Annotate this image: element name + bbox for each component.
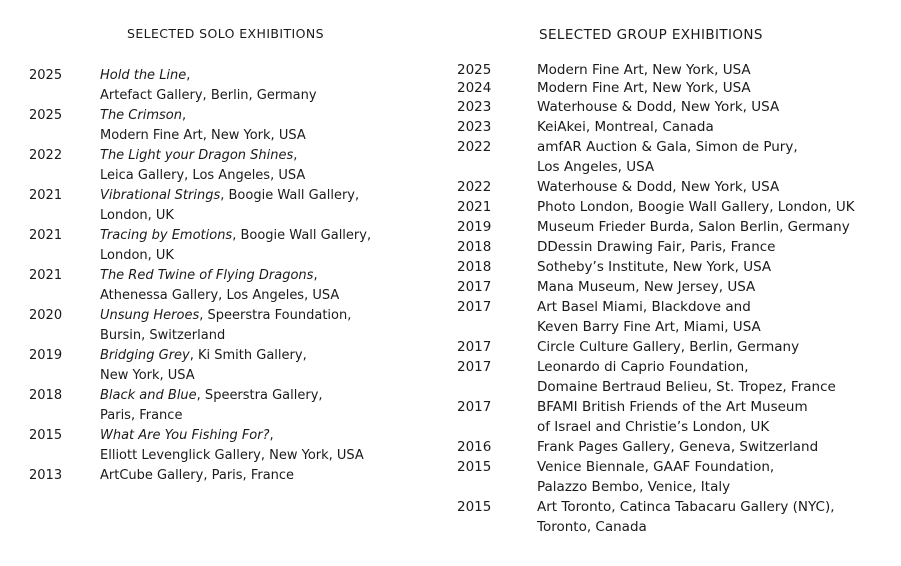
exhibition-line: Modern Fine Art, New York, USA: [537, 80, 751, 96]
solo-entry: [29, 346, 371, 386]
exhibition-venue: Bursin, Switzerland: [100, 328, 226, 343]
group-entry: [457, 177, 855, 197]
entry-text: [537, 217, 850, 237]
solo-entry: [29, 186, 371, 226]
exhibition-venue: Paris, France: [100, 408, 183, 423]
exhibition-line: Waterhouse & Dodd, New York, USA: [537, 99, 780, 115]
group-entry: [457, 237, 855, 257]
entry-year: 2025: [29, 108, 63, 123]
exhibition-line: KeiAkei, Montreal, Canada: [537, 119, 714, 135]
group-entry: [457, 397, 855, 437]
entry-text: [100, 146, 305, 186]
exhibition-venue: Modern Fine Art, New York, USA: [100, 128, 306, 143]
solo-entry: [29, 306, 371, 346]
entry-year: 2022: [29, 148, 63, 163]
group-entry: [457, 297, 855, 337]
exhibition-title: Tracing by Emotions: [100, 228, 233, 243]
entry-text: [537, 297, 761, 337]
entry-year: 2015: [457, 459, 492, 475]
exhibition-title-suffix: ,: [181, 108, 187, 123]
exhibition-line: Frank Pages Gallery, Geneva, Switzerland: [537, 439, 819, 455]
entry-text: [100, 226, 371, 266]
solo-entry: [29, 426, 371, 466]
entry-text: [537, 277, 755, 297]
exhibition-line-2: Palazzo Bembo, Venice, Italy: [537, 479, 731, 495]
entry-year: 2022: [457, 179, 492, 195]
entry-text: [100, 306, 351, 346]
entry-text: [100, 186, 359, 226]
exhibition-line: Venice Biennale, GAAF Foundation,: [537, 459, 775, 475]
exhibition-line: Photo London, Boogie Wall Gallery, London, UK: [537, 199, 855, 215]
group-entry: [457, 277, 855, 297]
group-entry: [457, 337, 855, 357]
entry-year: 2015: [29, 428, 63, 443]
exhibition-line: BFAMI British Friends of the Art Museum: [537, 399, 808, 415]
exhibition-line: amfAR Auction & Gala, Simon de Pury,: [537, 139, 798, 155]
entry-year: 2023: [457, 99, 492, 115]
exhibition-venue: New York, USA: [100, 368, 195, 383]
entry-year: 2021: [29, 188, 63, 203]
exhibition-title-suffix: ArtCube Gallery, Paris, France: [100, 468, 295, 483]
solo-entry: [29, 466, 371, 486]
exhibition-line-2: Toronto, Canada: [537, 519, 647, 535]
entry-year: 2021: [29, 228, 63, 243]
exhibition-title-suffix: ,: [186, 68, 191, 83]
group-entry: [457, 257, 855, 277]
entry-text: [537, 137, 798, 177]
exhibition-line: Museum Frieder Burda, Salon Berlin, Germany: [537, 219, 850, 235]
exhibition-line: Circle Culture Gallery, Berlin, Germany: [537, 339, 800, 355]
exhibition-title-suffix: ,: [293, 148, 298, 163]
group-entry: [457, 217, 855, 237]
entry-year: 2018: [457, 239, 492, 255]
exhibition-title-suffix: , Speerstra Foundation,: [199, 308, 352, 323]
entry-text: [537, 61, 751, 79]
solo-exhibitions-heading: SELECTED SOLO EXHIBITIONS: [127, 26, 324, 41]
exhibition-title: Vibrational Strings: [100, 188, 221, 203]
exhibition-line-2: Los Angeles, USA: [537, 159, 655, 175]
entry-text: [537, 457, 774, 497]
entry-year: 2023: [457, 119, 492, 135]
solo-entry: [29, 386, 371, 426]
exhibition-venue: Leica Gallery, Los Angeles, USA: [100, 168, 306, 183]
entry-year: 2016: [457, 439, 492, 455]
exhibition-title: Black and Blue: [100, 388, 197, 403]
entry-text: [100, 106, 306, 146]
entry-text: [537, 497, 835, 537]
exhibition-line-2: of Israel and Christie’s London, UK: [537, 419, 770, 435]
exhibition-title: Hold the Line: [100, 68, 187, 83]
entry-text: [100, 266, 339, 306]
entry-year: 2013: [29, 468, 63, 483]
exhibition-title: The Light your Dragon Shines: [100, 148, 294, 163]
exhibition-line: Modern Fine Art, New York, USA: [537, 62, 751, 78]
exhibition-title: What Are You Fishing For?: [100, 428, 270, 443]
entry-year: 2022: [457, 139, 492, 155]
entry-year: 2018: [457, 259, 492, 275]
exhibition-venue: Elliott Levenglick Gallery, New York, USA: [100, 448, 364, 463]
entry-year: 2017: [457, 399, 492, 415]
entry-text: [100, 426, 364, 466]
group-entry: [457, 437, 855, 457]
entry-text: [537, 257, 771, 277]
entry-year: 2017: [457, 339, 492, 355]
solo-entry: [29, 226, 371, 266]
group-entry: [457, 61, 855, 79]
exhibition-line-2: Domaine Bertraud Belieu, St. Tropez, France: [537, 379, 836, 395]
exhibition-title-suffix: , Ki Smith Gallery,: [189, 348, 307, 363]
group-entry: [457, 357, 855, 397]
entry-text: [537, 197, 855, 217]
group-entry: [457, 117, 855, 137]
exhibition-title-suffix: ,: [269, 428, 274, 443]
exhibition-title-suffix: , Speerstra Gallery,: [196, 388, 323, 403]
exhibition-venue: Athenessa Gallery, Los Angeles, USA: [100, 288, 340, 303]
entry-year: 2019: [457, 219, 492, 235]
exhibition-line: Leonardo di Caprio Foundation,: [537, 359, 749, 375]
group-exhibitions-heading: SELECTED GROUP EXHIBITIONS: [539, 27, 763, 43]
entry-year: 2025: [457, 62, 492, 78]
exhibition-title: Unsung Heroes: [100, 308, 200, 323]
exhibition-line: Art Basel Miami, Blackdove and: [537, 299, 751, 315]
entry-text: [100, 346, 307, 386]
entry-year: 2021: [457, 199, 492, 215]
group-entry: [457, 97, 855, 117]
entry-text: [537, 177, 779, 197]
entry-year: 2017: [457, 359, 492, 375]
solo-entry: [29, 266, 371, 306]
solo-exhibitions-list: [29, 66, 371, 486]
exhibition-line: Sotheby’s Institute, New York, USA: [537, 259, 772, 275]
entry-text: [100, 386, 323, 426]
entry-year: 2017: [457, 279, 492, 295]
exhibition-venue: London, UK: [100, 248, 174, 263]
entry-year: 2020: [29, 308, 63, 323]
exhibition-title: Bridging Grey: [100, 348, 190, 363]
entry-text: [537, 79, 751, 97]
solo-entry: [29, 66, 371, 106]
entry-year: 2024: [457, 80, 492, 96]
entry-year: 2025: [29, 68, 63, 83]
entry-text: [537, 397, 808, 437]
solo-entry: [29, 106, 371, 146]
exhibition-line: Mana Museum, New Jersey, USA: [537, 279, 756, 295]
entry-year: 2015: [457, 499, 492, 515]
group-entry: [457, 197, 855, 217]
solo-entry: [29, 146, 371, 186]
entry-text: [537, 437, 818, 457]
entry-year: 2019: [29, 348, 63, 363]
exhibition-venue: London, UK: [100, 208, 174, 223]
entry-text: [537, 237, 776, 257]
entry-text: [100, 66, 317, 106]
entry-text: [537, 337, 799, 357]
exhibition-line: Art Toronto, Catinca Tabacaru Gallery (NYC),: [537, 499, 835, 515]
exhibition-title-suffix: ,: [313, 268, 318, 283]
entry-year: 2021: [29, 268, 63, 283]
exhibition-title: The Crimson: [100, 108, 182, 123]
exhibition-title: The Red Twine of Flying Dragons: [100, 268, 314, 283]
entry-text: [537, 117, 714, 137]
entry-year: 2017: [457, 299, 492, 315]
exhibition-title-suffix: , Boogie Wall Gallery,: [232, 228, 372, 243]
exhibition-line: DDessin Drawing Fair, Paris, France: [537, 239, 776, 255]
entry-text: [537, 97, 779, 117]
entry-text: [537, 357, 836, 397]
group-entry: [457, 497, 855, 537]
exhibition-line: Waterhouse & Dodd, New York, USA: [537, 179, 780, 195]
group-exhibitions-list: [457, 61, 855, 537]
exhibition-line-2: Keven Barry Fine Art, Miami, USA: [537, 319, 761, 335]
group-entry: [457, 137, 855, 177]
exhibition-venue: Artefact Gallery, Berlin, Germany: [100, 88, 317, 103]
group-entry: [457, 79, 855, 97]
entry-text: [100, 466, 294, 486]
entry-year: 2018: [29, 388, 63, 403]
exhibition-title-suffix: , Boogie Wall Gallery,: [220, 188, 360, 203]
group-entry: [457, 457, 855, 497]
